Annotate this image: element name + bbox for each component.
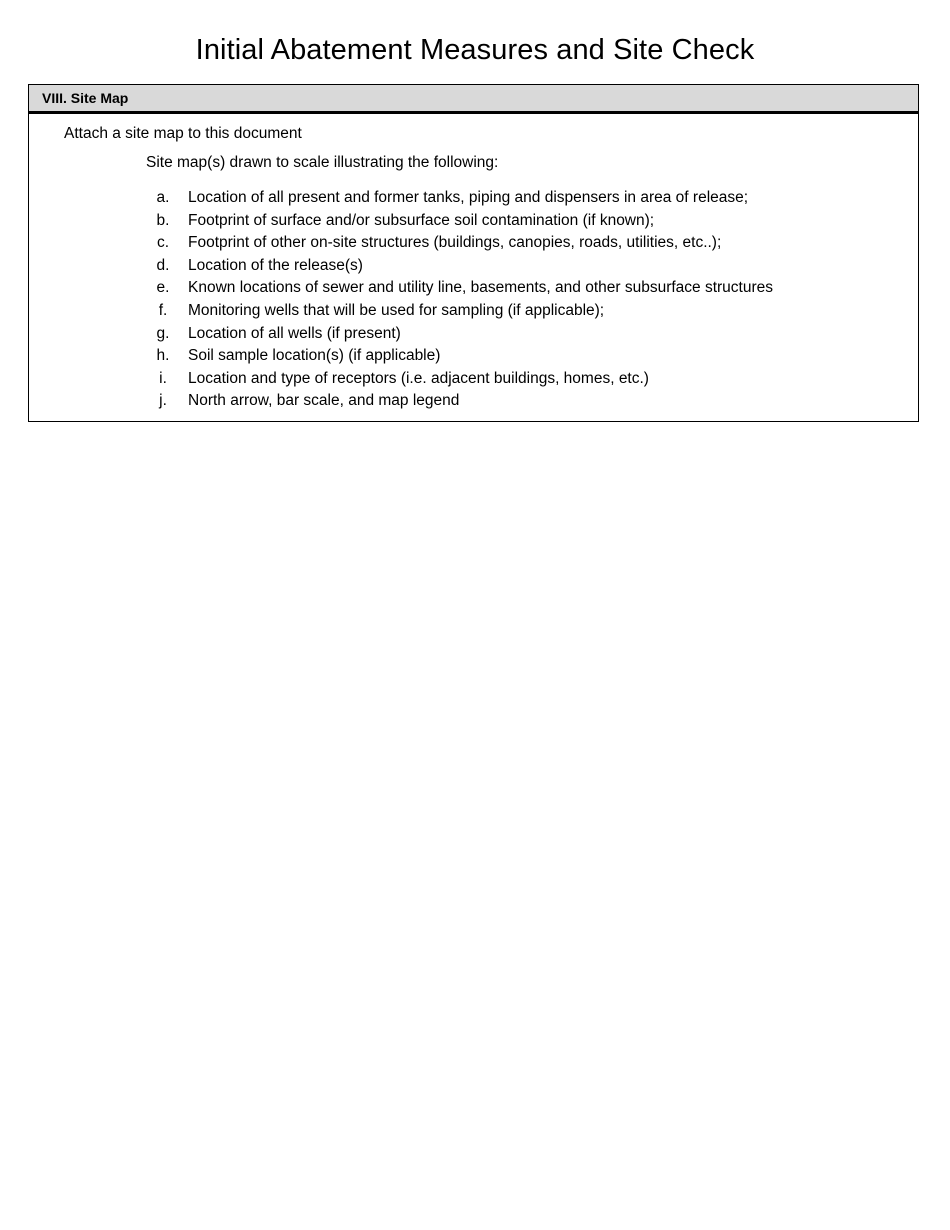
requirements-list: [29, 187, 918, 413]
list-item-text: Location of all wells (if present): [188, 324, 401, 342]
list-item: [29, 187, 918, 210]
list-item-text: Footprint of surface and/or subsurface soil contamination (if known);: [188, 211, 655, 229]
list-item-text: Soil sample location(s) (if applicable): [188, 347, 441, 365]
page-title: Initial Abatement Measures and Site Check: [195, 34, 755, 66]
list-item-letter: f.: [158, 301, 168, 319]
list-item-letter: h.: [156, 347, 170, 365]
site-map-section: [28, 84, 919, 422]
list-item: [29, 277, 918, 300]
list-item-text: Footprint of other on-site structures (buildings, canopies, roads, utilities, etc..);: [188, 234, 722, 252]
list-item-text: Known locations of sewer and utility line, basements, and other subsurface structures: [188, 279, 774, 297]
list-item-text: Location of all present and former tanks, piping and dispensers in area of release;: [188, 189, 749, 206]
list-item-text: Location and type of receptors (i.e. adjacent buildings, homes, etc.): [188, 369, 649, 387]
list-item: [29, 345, 918, 368]
requirements-intro: Site map(s) drawn to scale illustrating the following:: [146, 154, 499, 171]
list-item-letter: g.: [156, 324, 170, 342]
list-item-letter: b.: [156, 211, 170, 229]
list-item: [29, 210, 918, 233]
list-item: [29, 368, 918, 391]
list-item-letter: i.: [159, 369, 167, 387]
list-item-text: Location of the release(s): [188, 256, 363, 274]
list-item: [29, 232, 918, 255]
section-header: VIII. Site Map: [29, 84, 918, 114]
list-item: [29, 255, 918, 278]
list-item: [29, 300, 918, 323]
attach-instruction: Attach a site map to this document: [64, 125, 302, 142]
list-item-letter: j.: [159, 392, 167, 410]
list-item-text: North arrow, bar scale, and map legend: [188, 392, 460, 410]
list-item: [29, 390, 918, 413]
list-item-letter: a.: [156, 189, 170, 206]
list-item: [29, 323, 918, 346]
list-item-text: Monitoring wells that will be used for sampling (if applicable);: [188, 301, 605, 319]
list-item-letter: e.: [156, 279, 170, 297]
list-item-letter: c.: [156, 234, 170, 252]
list-item-letter: d.: [156, 256, 170, 274]
